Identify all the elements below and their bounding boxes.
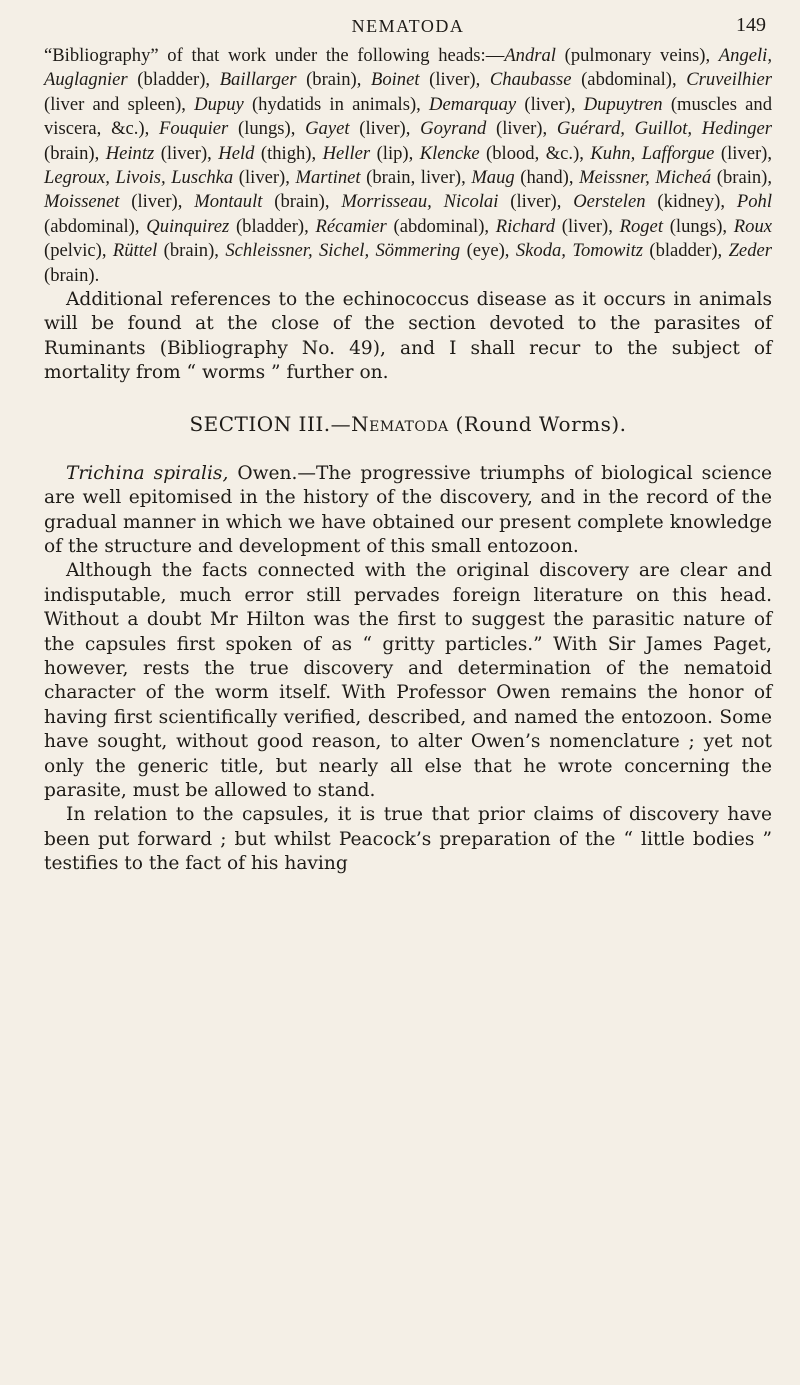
species-name: Trichina spiralis, (66, 462, 229, 484)
author-names: Martinet (295, 167, 361, 189)
author-names: Dupuytren (583, 93, 663, 115)
biblio-text: (lip), (370, 142, 420, 164)
author-names: Demarquay (429, 93, 517, 115)
bibliography-paragraph (44, 44, 772, 288)
biblio-text: (pelvic), (44, 240, 113, 262)
author-names: Angeli, Auglagnier (44, 45, 772, 91)
biblio-text: (brain), (157, 240, 226, 262)
biblio-text: (muscles and viscera, &c.), (44, 93, 773, 140)
biblio-text: (hand), (514, 167, 580, 189)
trichina-paragraph (44, 462, 772, 560)
author-names: Dupuy (194, 93, 244, 115)
discovery-paragraph: Although the facts connected with the original discovery are clear and indisputable, much error still pervades foreign literature on this head. Without a doubt Mr Hilton was the first to suggest the parasitic nature of the capsules first spoken of as “ gritty particles.” With Sir James Paget, however, rests the true discovery and determination of the nematoid character of the worm itself. With Professor Owen remains the honor of having first scientifically verified, described, and named the entozoon. Some have sought, without good reason, to alter Owen’s nomenclature ; yet not only the generic title, but nearly all else that he wrote concerning the parasite, must be allowed to stand. (44, 560, 772, 801)
biblio-text: (liver), (516, 93, 584, 115)
biblio-text: (liver), (119, 191, 195, 213)
biblio-text: (bladder), (642, 240, 729, 262)
author-names: Moissenet (44, 191, 120, 213)
author-names: Legroux, Livois, Luschka (44, 167, 234, 189)
author-names: Gayet (305, 118, 350, 140)
biblio-text: (lungs), (228, 118, 306, 140)
author-names: Morrisseau, Nicolai (341, 191, 499, 213)
author-names: Heintz (105, 142, 155, 164)
author-names: Montault (194, 191, 263, 213)
trichina-text: Owen.—The progressive triumphs of biological science are well epitomised in the history of the discovery, and in the record of the gradual manner in which we have obtained our present complete knowledge of the structure and development of this small entozoon. (44, 462, 772, 557)
biblio-text: (liver and spleen), (44, 93, 195, 115)
biblio-text: (liver), (233, 167, 296, 189)
author-names: Rüttel (112, 240, 158, 262)
biblio-text: (thigh), (254, 142, 323, 164)
author-names: Heller (322, 142, 371, 164)
biblio-text: (brain), (262, 191, 342, 213)
author-names: Kuhn, Lafforgue (590, 142, 715, 164)
biblio-text: (hydatids in animals), (243, 93, 430, 115)
biblio-text: (pulmonary veins), (555, 45, 719, 66)
author-names: Held (218, 142, 255, 164)
author-names: Chaubasse (489, 69, 572, 91)
biblio-text: (abdominal), (44, 215, 147, 237)
section-heading-prefix: SECTION III.— (189, 411, 352, 436)
author-names: Goyrand (420, 118, 487, 140)
biblio-text: (liver), (349, 118, 421, 140)
biblio-text: (kidney), (645, 191, 737, 213)
biblio-text: (liver), (154, 142, 219, 164)
biblio-text: (brain), (711, 167, 773, 189)
author-names: Roget (619, 215, 663, 237)
section-heading-name: Nematoda (351, 411, 449, 436)
biblio-text: (brain). (44, 264, 100, 286)
author-names: Fouquier (159, 118, 229, 140)
author-names: Quinquirez (146, 215, 230, 237)
biblio-text: (eye), (460, 240, 516, 262)
biblio-text: (blood, &c.), (479, 142, 591, 164)
biblio-text: “Bibliography” of that work under the following heads:— (44, 45, 505, 66)
author-names: Skoda, Tomowitz (515, 240, 643, 262)
author-names: Meissner, Micheá (579, 167, 712, 189)
author-names: Cruveilhier (686, 69, 772, 91)
author-names: Oerstelen (573, 191, 646, 213)
author-names: Schleissner, Sichel, Sömmering (225, 240, 461, 262)
biblio-text: (abdominal), (386, 215, 496, 237)
author-names: Récamier (315, 215, 387, 237)
author-names: Baillarger (219, 69, 297, 91)
biblio-text: (liver), (486, 118, 557, 140)
capsules-paragraph: In relation to the capsules, it is true that prior claims of discovery have been put forward ; but whilst Peacock’s preparation of the “ little bodies ” testifies to the fact of his having (44, 804, 772, 875)
biblio-text: (bladder), (127, 69, 220, 91)
book-page (44, 14, 772, 877)
author-names: Maug (471, 167, 515, 189)
author-names: Boinet (370, 69, 420, 91)
section-heading (44, 412, 772, 436)
biblio-text: (liver), (498, 191, 574, 213)
author-names: Andral (504, 45, 556, 66)
biblio-text: (brain, liver), (360, 167, 472, 189)
biblio-text: (lungs), (662, 215, 734, 237)
biblio-text: (liver), (714, 142, 773, 164)
biblio-text: (brain), (44, 142, 106, 164)
author-names: Guérard, Guillot, Hedinger (556, 118, 772, 140)
running-head (44, 14, 772, 44)
author-names: Zeder (728, 240, 772, 262)
author-names: Richard (495, 215, 556, 237)
biblio-text: (liver), (555, 215, 620, 237)
author-names: Roux (733, 215, 773, 237)
section-heading-suffix: (Round Worms). (448, 411, 627, 436)
biblio-text: (abdominal), (571, 69, 687, 91)
running-title: NEMATODA (351, 16, 465, 36)
biblio-text: (brain), (296, 69, 371, 91)
author-names: Klencke (419, 142, 480, 164)
author-names: Pohl (736, 191, 772, 213)
biblio-text: (bladder), (229, 215, 316, 237)
biblio-text: (liver), (419, 69, 490, 91)
page-number: 149 (736, 14, 766, 36)
additional-references-paragraph: Additional references to the echinococcus disease as it occurs in animals will be found at the close of the section devoted to the parasites of Ruminants (Bibliography No. 49), and I shall recur to the subject of mortality from “ worms ” further on. (44, 289, 772, 384)
